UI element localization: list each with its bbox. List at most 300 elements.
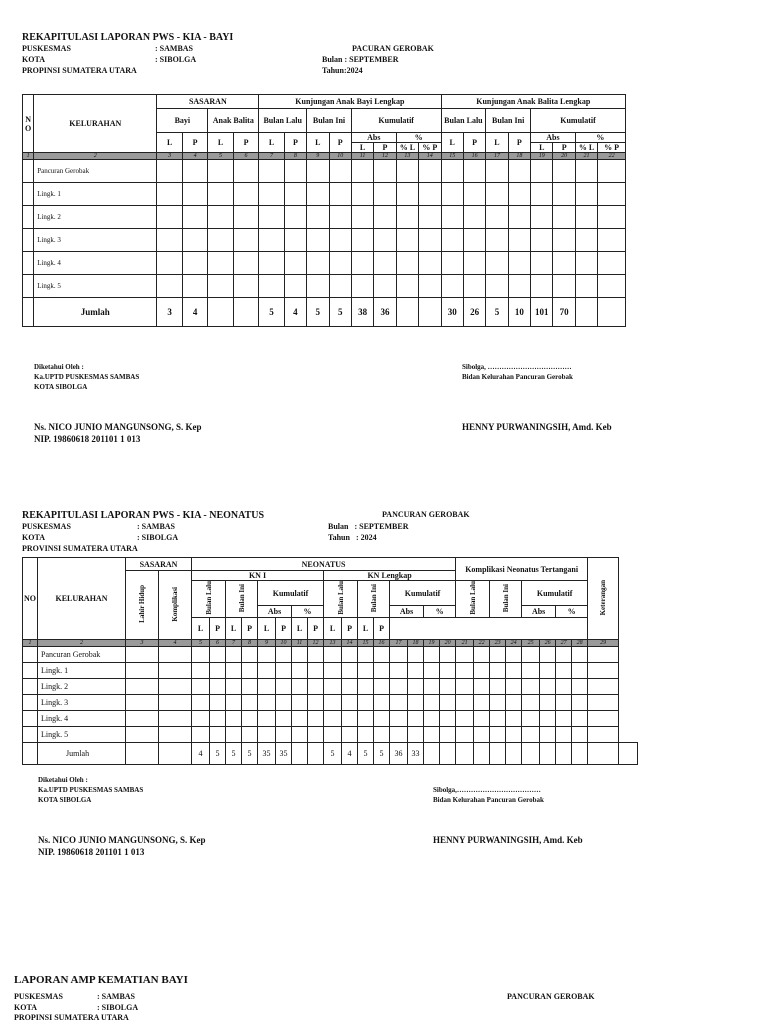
data-cell	[342, 678, 358, 694]
ack-title: Ka.UPTD PUSKESMAS SAMBAS	[34, 373, 140, 381]
bulan-lalu-label: Bulan Lalu	[336, 581, 345, 615]
total-cell: 5	[358, 742, 374, 764]
column-number: 4	[159, 639, 192, 646]
col-sasaran: SASARAN	[157, 95, 259, 109]
data-cell	[531, 183, 553, 206]
bidan-title: Bidan Kelurahan Pancuran Gerobak	[433, 796, 544, 804]
keterangan-label: Keterangan	[599, 579, 608, 616]
data-cell	[242, 710, 258, 726]
data-cell	[351, 252, 373, 275]
data-cell	[419, 275, 441, 298]
data-cell	[126, 726, 159, 742]
data-cell	[540, 646, 556, 662]
row-kelurahan: Lingk. 5	[34, 275, 157, 298]
total-row	[23, 742, 638, 764]
data-cell	[342, 646, 358, 662]
column-number: 14	[342, 639, 358, 646]
data-cell	[276, 694, 292, 710]
column-number: 15	[441, 153, 463, 160]
report3-title: LAPORAN AMP KEMATIAN BAYI	[14, 974, 188, 986]
puskesmas-label: PUSKESMAS	[22, 522, 71, 531]
table-row	[23, 710, 638, 726]
column-number: 3	[126, 639, 159, 646]
hdr-pct-p: % P	[419, 143, 441, 153]
data-cell	[540, 726, 556, 742]
data-cell	[390, 662, 408, 678]
hdr-p: P	[182, 133, 207, 153]
data-cell	[508, 206, 530, 229]
col-kumulatif: Kumulatif	[351, 109, 441, 133]
hdr-l: L	[292, 617, 308, 639]
data-cell	[258, 662, 276, 678]
data-cell	[456, 646, 474, 662]
column-number: 27	[556, 639, 572, 646]
data-cell	[419, 183, 441, 206]
data-cell	[210, 662, 226, 678]
data-cell	[531, 160, 553, 183]
data-cell	[192, 694, 210, 710]
data-cell	[324, 646, 342, 662]
report2-table	[22, 557, 638, 765]
data-cell	[307, 229, 329, 252]
column-number: 18	[508, 153, 530, 160]
data-cell	[358, 726, 374, 742]
data-cell	[292, 726, 308, 742]
total-cell	[540, 742, 556, 764]
hdr-pct: %	[396, 133, 441, 143]
total-cell	[474, 742, 490, 764]
data-cell	[575, 275, 597, 298]
total-cell: 36	[374, 298, 396, 327]
column-number: 1	[23, 639, 38, 646]
row-no	[23, 710, 38, 726]
data-cell	[572, 726, 588, 742]
data-cell	[390, 694, 408, 710]
data-cell	[441, 275, 463, 298]
col-bulan-lalu	[324, 581, 358, 618]
data-cell	[456, 694, 474, 710]
data-cell	[474, 726, 490, 742]
data-cell	[506, 678, 522, 694]
bulan-lalu-label: Bulan Lalu	[204, 581, 213, 615]
kota-value: : SIBOLGA	[155, 55, 197, 64]
data-cell	[192, 710, 210, 726]
data-cell	[258, 726, 276, 742]
col-bulan-lalu	[192, 581, 226, 618]
hdr-p: P	[284, 133, 306, 153]
data-cell	[358, 662, 374, 678]
data-cell	[308, 662, 324, 678]
data-cell	[456, 710, 474, 726]
total-label: Jumlah	[38, 742, 126, 764]
puskesmas-value: : SAMBAS	[137, 522, 176, 531]
col-bulan-lalu: Bulan Lalu	[259, 109, 307, 133]
col-kumulatif: Kumulatif	[258, 581, 324, 606]
data-cell	[540, 694, 556, 710]
column-number: 18	[408, 639, 424, 646]
data-cell	[342, 726, 358, 742]
hdr-pct-p: % P	[598, 143, 626, 153]
data-cell	[556, 678, 572, 694]
hdr-p: P	[374, 617, 390, 639]
total-cell: 5	[242, 742, 258, 764]
column-number: 11	[292, 639, 308, 646]
data-cell	[486, 275, 508, 298]
data-cell	[307, 275, 329, 298]
data-cell	[408, 646, 424, 662]
data-cell	[126, 694, 159, 710]
total-no	[23, 298, 34, 327]
data-cell	[572, 694, 588, 710]
data-cell	[182, 275, 207, 298]
data-cell	[440, 710, 456, 726]
data-cell	[441, 229, 463, 252]
data-cell	[159, 646, 192, 662]
data-cell	[284, 206, 306, 229]
hdr-l: L	[157, 133, 182, 153]
data-cell	[308, 726, 324, 742]
data-cell	[419, 252, 441, 275]
data-cell	[308, 694, 324, 710]
data-cell	[474, 646, 490, 662]
data-cell	[324, 710, 342, 726]
bulan-ini-label: Bulan Ini	[501, 583, 510, 612]
data-cell	[408, 662, 424, 678]
data-cell	[598, 229, 626, 252]
data-cell	[374, 183, 396, 206]
data-cell	[374, 694, 390, 710]
col-bulan-ini-2: Bulan Ini	[486, 109, 531, 133]
tahun: Tahun : 2024	[328, 533, 377, 542]
data-cell	[292, 678, 308, 694]
col-bulan-lalu-2: Bulan Lalu	[441, 109, 486, 133]
data-cell	[575, 252, 597, 275]
data-cell	[556, 646, 572, 662]
data-cell	[374, 662, 390, 678]
hdr-abs: Abs	[351, 133, 396, 143]
hdr-l: L	[259, 133, 284, 153]
hdr-pct-l: % L	[396, 143, 418, 153]
data-cell	[192, 678, 210, 694]
data-cell	[424, 694, 440, 710]
column-number: 3	[157, 153, 182, 160]
data-cell	[208, 160, 233, 183]
data-cell	[276, 678, 292, 694]
data-cell	[463, 229, 485, 252]
data-cell	[456, 726, 474, 742]
data-cell	[126, 710, 159, 726]
hdr-pct-l: % L	[575, 143, 597, 153]
data-cell	[351, 206, 373, 229]
data-cell	[424, 662, 440, 678]
data-cell	[242, 726, 258, 742]
data-cell	[396, 229, 418, 252]
row-no	[23, 229, 34, 252]
data-cell	[292, 662, 308, 678]
data-cell	[540, 710, 556, 726]
hdr-pct: %	[424, 606, 456, 617]
col-kumulatif: Kumulatif	[522, 581, 588, 606]
column-number: 2	[38, 639, 126, 646]
data-cell	[226, 710, 242, 726]
report1-title: REKAPITULASI LAPORAN PWS - KIA - BAYI	[22, 32, 234, 43]
data-cell	[358, 646, 374, 662]
col-bayi: Bayi	[157, 109, 208, 133]
data-cell	[572, 710, 588, 726]
col-sasaran: SASARAN	[126, 558, 192, 571]
hdr-p: P	[329, 133, 351, 153]
data-cell	[242, 646, 258, 662]
column-number: 5	[192, 639, 210, 646]
row-kelurahan: Lingk. 2	[34, 206, 157, 229]
total-cell: 5	[329, 298, 351, 327]
data-cell	[506, 662, 522, 678]
column-number: 25	[522, 639, 540, 646]
total-cell	[588, 742, 619, 764]
column-number: 17	[390, 639, 408, 646]
tahun: Tahun:2024	[322, 66, 363, 75]
data-cell	[486, 206, 508, 229]
hdr-p: P	[242, 617, 258, 639]
data-cell	[226, 678, 242, 694]
data-cell	[329, 206, 351, 229]
column-number: 28	[572, 639, 588, 646]
location: PANCURAN GEROBAK	[507, 992, 595, 1001]
data-cell	[474, 678, 490, 694]
hdr-l: L	[208, 133, 233, 153]
data-cell	[490, 662, 506, 678]
total-cell	[396, 298, 418, 327]
data-cell	[157, 206, 182, 229]
data-cell	[572, 662, 588, 678]
data-cell	[226, 726, 242, 742]
data-cell	[292, 694, 308, 710]
col-no: N O	[23, 95, 34, 153]
data-cell	[508, 229, 530, 252]
data-cell	[308, 710, 324, 726]
data-cell	[575, 229, 597, 252]
column-number: 22	[474, 639, 490, 646]
place-date: Sibolga, ………………………………	[462, 363, 572, 371]
column-number: 16	[374, 639, 390, 646]
data-cell	[329, 252, 351, 275]
col-bulan-lalu	[456, 581, 490, 618]
data-cell	[474, 662, 490, 678]
col-bulan-ini	[226, 581, 258, 618]
table-row	[23, 726, 638, 742]
data-cell	[490, 646, 506, 662]
data-cell	[540, 678, 556, 694]
ack-title: Ka.UPTD PUSKESMAS SAMBAS	[38, 786, 144, 794]
data-cell	[276, 726, 292, 742]
data-cell	[192, 726, 210, 742]
data-cell	[424, 710, 440, 726]
data-cell	[159, 694, 192, 710]
data-cell	[374, 229, 396, 252]
hdr-p: P	[508, 133, 530, 153]
signer1-nip: NIP. 19860618 201101 1 013	[38, 847, 145, 857]
total-cell: 4	[192, 742, 210, 764]
total-cell	[159, 742, 192, 764]
kota-label: KOTA	[22, 55, 45, 64]
column-number: 21	[575, 153, 597, 160]
bidan-title: Bidan Kelurahan Pancuran Gerobak	[462, 373, 573, 381]
row-kelurahan: Pancuran Gerobak	[34, 160, 157, 183]
total-cell: 4	[182, 298, 207, 327]
hdr-l: L	[324, 617, 342, 639]
total-cell: 5	[374, 742, 390, 764]
row-no	[23, 206, 34, 229]
data-cell	[441, 160, 463, 183]
data-cell	[506, 646, 522, 662]
row-no	[23, 662, 38, 678]
total-cell: 4	[342, 742, 358, 764]
col-keterangan	[588, 558, 619, 640]
column-number: 20	[553, 153, 575, 160]
data-cell	[598, 160, 626, 183]
data-cell	[292, 646, 308, 662]
data-cell	[556, 662, 572, 678]
row-kelurahan: Lingk. 5	[38, 726, 126, 742]
data-cell	[440, 726, 456, 742]
data-cell	[259, 229, 284, 252]
total-cell	[575, 298, 597, 327]
column-number: 8	[284, 153, 306, 160]
hdr-pct: %	[292, 606, 324, 617]
data-cell	[522, 726, 540, 742]
data-cell	[159, 726, 192, 742]
bulan-lalu-label: Bulan Lalu	[468, 581, 477, 615]
data-cell	[598, 275, 626, 298]
ack-label: Diketahui Oleh :	[38, 776, 88, 784]
data-cell	[396, 206, 418, 229]
data-cell	[424, 678, 440, 694]
hdr-p: P	[210, 617, 226, 639]
column-number: 19	[424, 639, 440, 646]
col-no: NO	[23, 558, 38, 640]
data-cell	[474, 694, 490, 710]
column-number: 8	[242, 639, 258, 646]
hdr-p: P	[276, 617, 292, 639]
data-cell	[159, 678, 192, 694]
data-cell	[159, 710, 192, 726]
column-number: 6	[210, 639, 226, 646]
data-cell	[490, 678, 506, 694]
data-cell	[208, 206, 233, 229]
data-cell	[390, 646, 408, 662]
total-cell: 5	[226, 742, 242, 764]
data-cell	[486, 252, 508, 275]
data-cell	[419, 206, 441, 229]
hdr-l: L	[307, 133, 329, 153]
data-cell	[508, 252, 530, 275]
table-row	[23, 662, 638, 678]
data-cell	[329, 160, 351, 183]
data-cell	[126, 678, 159, 694]
data-cell	[588, 694, 619, 710]
data-cell	[276, 662, 292, 678]
hdr-abs: Abs	[258, 606, 292, 617]
data-cell	[208, 252, 233, 275]
col-kelurahan: KELURAHAN	[38, 558, 126, 640]
col-anak-balita: Anak Balita	[208, 109, 259, 133]
data-cell	[553, 275, 575, 298]
data-cell	[408, 726, 424, 742]
hdr-l: L	[192, 617, 210, 639]
hdr-l: L	[531, 143, 553, 153]
kota-label: KOTA	[14, 1003, 37, 1012]
table-row	[23, 275, 626, 298]
total-cell: 26	[463, 298, 485, 327]
hdr-l: L	[226, 617, 242, 639]
data-cell	[258, 710, 276, 726]
column-number: 2	[34, 153, 157, 160]
data-cell	[396, 275, 418, 298]
col-kumulatif: Kumulatif	[390, 581, 456, 606]
data-cell	[157, 229, 182, 252]
hdr-l: L	[351, 143, 373, 153]
data-cell	[226, 694, 242, 710]
data-cell	[210, 646, 226, 662]
data-cell	[440, 646, 456, 662]
data-cell	[226, 646, 242, 662]
data-cell	[556, 710, 572, 726]
total-cell	[419, 298, 441, 327]
hdr-l: L	[258, 617, 276, 639]
data-cell	[440, 678, 456, 694]
data-cell	[126, 646, 159, 662]
data-cell	[258, 646, 276, 662]
row-no	[23, 646, 38, 662]
data-cell	[419, 229, 441, 252]
data-cell	[390, 710, 408, 726]
data-cell	[408, 694, 424, 710]
column-number: 19	[531, 153, 553, 160]
column-number: 12	[308, 639, 324, 646]
total-cell: 10	[508, 298, 530, 327]
row-kelurahan: Lingk. 4	[34, 252, 157, 275]
data-cell	[396, 252, 418, 275]
total-row	[23, 298, 626, 327]
data-cell	[192, 646, 210, 662]
data-cell	[233, 275, 259, 298]
total-cell	[572, 742, 588, 764]
data-cell	[292, 710, 308, 726]
data-cell	[441, 206, 463, 229]
ack-label: Diketahui Oleh :	[34, 363, 84, 371]
total-cell	[292, 742, 308, 764]
data-cell	[531, 206, 553, 229]
data-cell	[374, 160, 396, 183]
bulan: Bulan : SEPTEMBER	[328, 522, 409, 531]
ack-city: KOTA SIBOLGA	[34, 383, 88, 391]
total-cell: 5	[307, 298, 329, 327]
data-cell	[572, 646, 588, 662]
total-cell: 3	[157, 298, 182, 327]
column-number: 20	[440, 639, 456, 646]
total-cell: 4	[284, 298, 306, 327]
data-cell	[506, 726, 522, 742]
total-no	[23, 742, 38, 764]
row-no	[23, 183, 34, 206]
data-cell	[157, 160, 182, 183]
row-kelurahan: Lingk. 4	[38, 710, 126, 726]
data-cell	[463, 275, 485, 298]
col-kelurahan: KELURAHAN	[34, 95, 157, 153]
hdr-p: P	[374, 143, 396, 153]
signer1-name: Ns. NICO JUNIO MANGUNSONG, S. Kep	[38, 835, 206, 845]
data-cell	[358, 694, 374, 710]
